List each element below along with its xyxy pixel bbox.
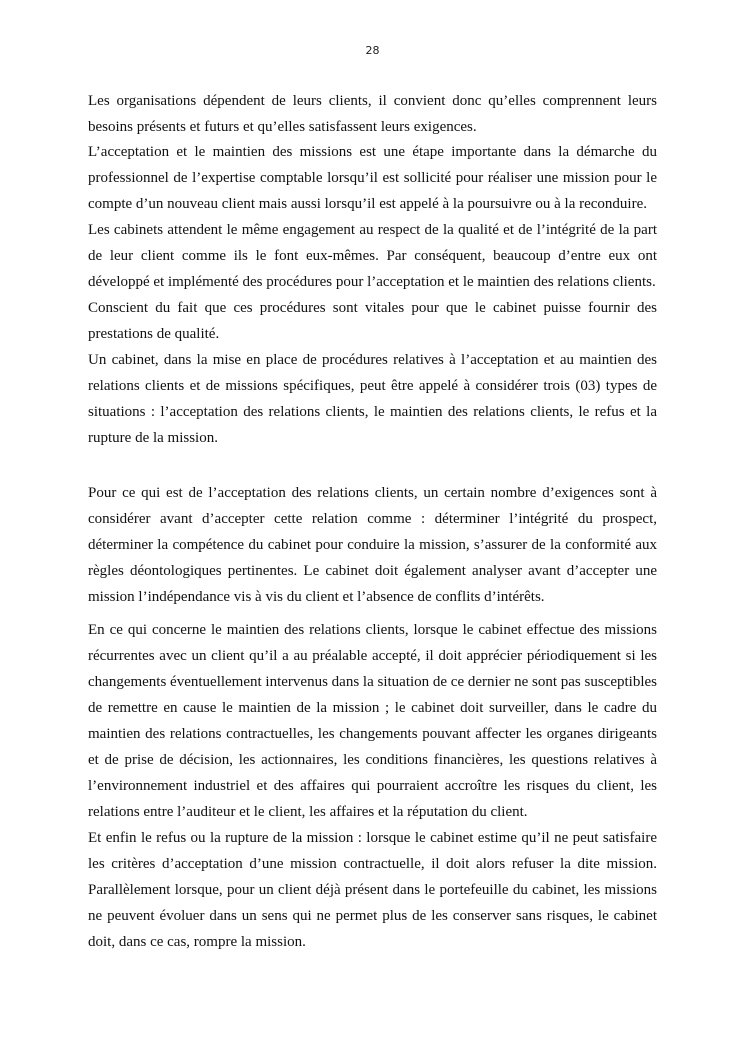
text-line: de leur client comme ils le font eux-mêmes. Par conséquent, beaucoup d’entre eux ont [88,248,657,264]
text-line: changements éventuellement intervenus dans la situation de ce dernier ne sont pas susceptibles [88,674,657,690]
text-line: règles déontologiques pertinentes. Le cabinet doit également analyser avant d’accepter une [88,563,657,579]
page-number: 28 [365,44,380,57]
paragraph [88,480,657,610]
text-line: relations entre l’auditeur et le client, les affaires et la réputation du client. [88,804,528,820]
text-line: l’environnement industriel et des affaires qui pourraient accroître les risques du client, les [88,778,657,794]
text-line: Conscient du fait que ces procédures sont vitales pour que le cabinet puisse fournir des [88,300,657,316]
paragraph [88,825,657,955]
text-line: L’acceptation et le maintien des missions est une étape importante dans la démarche du [88,144,657,160]
text-line: de remettre en cause le maintien de la mission ; le cabinet doit surveiller, dans le cadre du [88,700,657,716]
paragraph [88,139,657,217]
text-line: Et enfin le refus ou la rupture de la mission : lorsque le cabinet estime qu’il ne peut satisfaire [88,830,657,846]
text-line: professionnel de l’expertise comptable lorsqu’il est sollicité pour réaliser une mission pour le [88,170,657,186]
text-line: relations clients et de missions spécifiques, peut être appelé à considérer trois (03) types de [88,378,657,394]
text-line: En ce qui concerne le maintien des relations clients, lorsque le cabinet effectue des missions [88,622,657,638]
text-line: considérer avant d’accepter cette relation comme : déterminer l’intégrité du prospect, [88,511,657,527]
text-line: Les organisations dépendent de leurs clients, il convient donc qu’elles comprennent leurs [88,93,657,109]
text-line: ne peuvent évoluer dans un sens qui ne permet plus de les conserver sans risques, le cabinet [88,908,657,924]
paragraph [88,347,657,451]
text-line: situations : l’acceptation des relations clients, le maintien des relations clients, le refus et la [88,404,657,420]
text-line: récurrentes avec un client qu’il a au préalable accepté, il doit apprécier périodiquement si les [88,648,657,664]
text-line: doit, dans ce cas, rompre la mission. [88,934,306,950]
text-line: Un cabinet, dans la mise en place de procédures relatives à l’acceptation et au maintien des [88,352,657,368]
text-line: Parallèlement lorsque, pour un client déjà présent dans le portefeuille du cabinet, les missions [88,882,657,898]
paragraph [88,617,657,825]
text-line: déterminer la compétence du cabinet pour conduire la mission, s’assurer de la conformité aux [88,537,657,553]
text-line: les critères d’acceptation d’une mission contractuelle, il doit alors refuser la dite mission. [88,856,657,872]
text-line: Les cabinets attendent le même engagement au respect de la qualité et de l’intégrité de la part [88,222,657,238]
paragraph [88,295,657,347]
text-line: mission l’indépendance vis à vis du client et l’absence de conflits d’intérêts. [88,589,545,605]
text-line: besoins présents et futurs et qu’elles satisfassent leurs exigences. [88,119,477,135]
text-line: rupture de la mission. [88,430,218,446]
paragraph [88,217,657,295]
text-line: maintien des relations contractuelles, les changements pouvant affecter les organes dirigeants [88,726,657,742]
text-line: prestations de qualité. [88,326,220,342]
text-line: Pour ce qui est de l’acceptation des relations clients, un certain nombre d’exigences sont à [88,485,657,501]
text-line: et de prise de décision, les actionnaires, les conditions financières, les questions relatives à [88,752,657,768]
text-line: compte d’un nouveau client mais aussi lorsqu’il est appelé à la poursuivre ou à la reconduire. [88,196,647,212]
paragraph [88,88,657,140]
text-line: développé et implémenté des procédures pour l’acceptation et le maintien des relations clients. [88,274,656,290]
